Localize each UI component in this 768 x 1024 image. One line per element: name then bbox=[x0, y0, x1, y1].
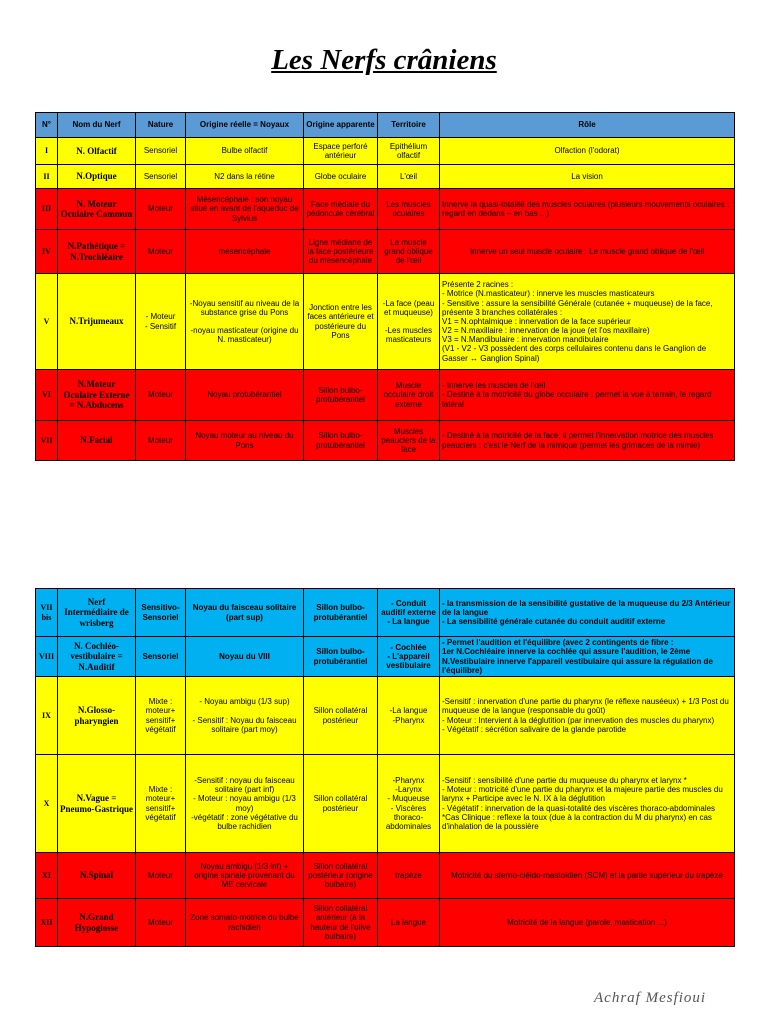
role-line: - Végétatif : innervation de la quasi-totalité des viscères thoraco-abdominales bbox=[442, 803, 716, 813]
nerve-name: N.Optique bbox=[58, 165, 136, 189]
origine-apparente: Sillon collatéral postérieur bbox=[304, 755, 378, 853]
nerve-nature: Sensoriel bbox=[136, 138, 186, 165]
nerve-number: IX bbox=[36, 677, 58, 755]
origine-reelle: Bulbe olfactif bbox=[186, 138, 304, 165]
role-line: -Sensitif : innervation d'une partie du pharynx (le réflexe nauséeux) + 1/3 Post du muqueuse de la langue (responsable du goût) bbox=[442, 697, 729, 716]
nerve-name: N.Moteur Oculaire Externe = N.Abducens bbox=[58, 370, 136, 421]
nerve-name: N. Olfactif bbox=[58, 138, 136, 165]
nerve-number: I bbox=[36, 138, 58, 165]
role-line: - Sensitive : assure la sensibilité Générale (cutanée + muqueuse) de la face, présente 3 branches collatérales : bbox=[442, 298, 713, 317]
role-line: - Permet l'audition et l'équilibre (avec 2 contingents de fibre : bbox=[442, 638, 674, 648]
territoire: - Conduit auditif externe - La langue bbox=[378, 589, 440, 637]
nerve-nature: Moteur bbox=[136, 189, 186, 230]
nerve-number: VI bbox=[36, 370, 58, 421]
territoire: La langue bbox=[378, 899, 440, 947]
origine-reelle: Noyau du VIII bbox=[186, 637, 304, 677]
nerve-nature: Sensoriel bbox=[136, 165, 186, 189]
nerve-name: N.Spinal bbox=[58, 853, 136, 899]
role-line: V2 = N.maxillaire : innervation de la joue (et l'os maxillaire) bbox=[442, 326, 650, 336]
territoire: trapèze bbox=[378, 853, 440, 899]
nerve-number: XI bbox=[36, 853, 58, 899]
role bbox=[440, 138, 735, 165]
origine-apparente: Face médiale du pédoncule cérébral bbox=[304, 189, 378, 230]
nerve-number: III bbox=[36, 189, 58, 230]
origine-apparente: Sillon bulbo-protubérantiel bbox=[304, 637, 378, 677]
origine-reelle: Noyau moteur au niveau du Pons bbox=[186, 421, 304, 461]
origine-apparente: Sillon bulbo-protubérantiel bbox=[304, 370, 378, 421]
nerve-number: V bbox=[36, 274, 58, 370]
role-line: - la transmission de la sensibilité gustative de la muqueuse du 2/3 Antérieur de la langue bbox=[442, 598, 731, 617]
territoire: Muscle occulaire droit externe bbox=[378, 370, 440, 421]
nerve-name: N.Facial bbox=[58, 421, 136, 461]
nerve-name: N.Trijumeaux bbox=[58, 274, 136, 370]
role-line: V1 = N.ophtalmique : innervation de la face supérieur bbox=[442, 316, 631, 326]
origine-reelle: - Noyau ambigu (1/3 sup) - Sensitif : Noyau du faisceau solitaire (part moy) bbox=[186, 677, 304, 755]
table-row bbox=[36, 677, 735, 755]
role-line: Innerve un seul muscle oculaire : Le muscle grand oblique de l'œil bbox=[469, 246, 705, 256]
header-origine-reelle: Origine réelle = Noyaux bbox=[186, 113, 304, 138]
origine-reelle: Mésencéphale : son noyau situé en avant de l'aqueduc de Sylvius bbox=[186, 189, 304, 230]
role bbox=[440, 165, 735, 189]
nerve-number: VII bbox=[36, 421, 58, 461]
nerve-number: XII bbox=[36, 899, 58, 947]
nerve-number: II bbox=[36, 165, 58, 189]
nerve-nature: Mixte : moteur+ sensitif+ végétatif bbox=[136, 677, 186, 755]
header-num: N° bbox=[36, 113, 58, 138]
role-line: 1er N.Cochléaire innerve la cochlée qui assure l'audition, le 2ème N.Vestibulaire innerve l'appareil vestibulaire qui assure la régulation de l'équilibre) bbox=[442, 647, 713, 675]
table-row bbox=[36, 230, 735, 274]
origine-reelle: -Noyau sensitif au niveau de la substance grise du Pons -noyau masticateur (origine du N. masticateur) bbox=[186, 274, 304, 370]
origine-reelle: mésencéphale bbox=[186, 230, 304, 274]
nerve-nature: Sensitivo-Sensoriel bbox=[136, 589, 186, 637]
origine-apparente: Espace perforé antérieur bbox=[304, 138, 378, 165]
role-line: Motricité du sterno-cléido-mastoïdien (SCM) et la partie supérieur du trapèze bbox=[451, 870, 723, 880]
territoire: - Cochlée - L'appareil vestibulaire bbox=[378, 637, 440, 677]
table-header-row bbox=[36, 113, 735, 138]
role-line: V3 = N.Mandibulaire : innervation mandibulaire bbox=[442, 335, 609, 345]
origine-reelle: N2 dans la rétine bbox=[186, 165, 304, 189]
origine-apparente: Sillon collatéral postérieur (origine bulbaire) bbox=[304, 853, 378, 899]
origine-apparente: Sillon collatéral antérieur (à la hauteur de l'olive bulbaire) bbox=[304, 899, 378, 947]
table-row bbox=[36, 138, 735, 165]
nerve-nature: Sensoriel bbox=[136, 637, 186, 677]
role bbox=[440, 899, 735, 947]
origine-apparente: Globe oculaire bbox=[304, 165, 378, 189]
role bbox=[440, 853, 735, 899]
territoire: -Pharynx -Larynx - Muqueuse - Viscères thoraco-abdominales bbox=[378, 755, 440, 853]
table-row bbox=[36, 755, 735, 853]
territoire: L'œil bbox=[378, 165, 440, 189]
nerve-name: N.Vague = Pneumo-Gastrique bbox=[58, 755, 136, 853]
role-line: - Destiné à la motricité du globe occulaire : permet la vue à terrain, le regard latéral bbox=[442, 390, 712, 409]
origine-reelle: Noyau ambigu (1/3 inf) + origine spinale provenant du ME cervicale bbox=[186, 853, 304, 899]
role bbox=[440, 230, 735, 274]
role bbox=[440, 274, 735, 370]
nerve-nature: Moteur bbox=[136, 899, 186, 947]
territoire: -La langue -Pharynx bbox=[378, 677, 440, 755]
cranial-nerves-table-part1 bbox=[35, 112, 735, 461]
role-line: Olfaction (l'odorat) bbox=[554, 146, 620, 156]
role-line: - Moteur : motricité d'une partie du pharynx et la majeure partie des muscles du larynx + Participe avec le N. IX à la déglutition bbox=[442, 785, 723, 804]
table-row bbox=[36, 637, 735, 677]
page-title: Les Nerfs crâniens bbox=[271, 44, 497, 76]
role-line: - La sensibilité générale cutanée du conduit auditif externe bbox=[442, 617, 666, 627]
role-line: - Destiné à la motricité de la face, il permet l'innervation motrice des muscles peauciers : c'est le Nerf de la mimique (permet les grimaces de la mimie) bbox=[442, 431, 714, 450]
origine-apparente: Jonction entre les faces antérieure et postérieure du Pons bbox=[304, 274, 378, 370]
origine-apparente: Ligne médiane de la face postérieure du mésencéphale bbox=[304, 230, 378, 274]
nerve-nature: Mixte : moteur+ sensitif+ végétatif bbox=[136, 755, 186, 853]
origine-apparente: Sillon bulbo-protubérantiel bbox=[304, 421, 378, 461]
role bbox=[440, 189, 735, 230]
role-line: *Cas Clinique : reflexe la toux (due à la contraction du M du pharynx) en cas d'inhalation de la poussière bbox=[442, 812, 712, 831]
origine-apparente: Sillon bulbo-protubérantiel bbox=[304, 589, 378, 637]
role-line: - Moteur : Intervient à la déglutition (par innervation des muscles du pharynx) bbox=[442, 715, 715, 725]
nerve-name: N. Cochléo-vestibulaire = N.Auditif bbox=[58, 637, 136, 677]
role-line: - Innerve les muscles de l'œil bbox=[442, 381, 546, 391]
role bbox=[440, 637, 735, 677]
territoire: -La face (peau et muqueuse) -Les muscles masticateurs bbox=[378, 274, 440, 370]
nerve-name: N.Glosso-pharyngien bbox=[58, 677, 136, 755]
nerve-nature: Moteur bbox=[136, 421, 186, 461]
role bbox=[440, 755, 735, 853]
header-role: Rôle bbox=[440, 113, 735, 138]
role-line: - Végétatif : sécrétion salivaire de la glande parotide bbox=[442, 724, 627, 734]
header-territoire: Territoire bbox=[378, 113, 440, 138]
origine-reelle: -Sensitif : noyau du faisceau solitaire (part inf) - Moteur : noyau ambigu (1/3 moy) -végétatif : zone végétative du bulbe rachidien bbox=[186, 755, 304, 853]
header-nom: Nom du Nerf bbox=[58, 113, 136, 138]
role-line: Présente 2 racines : bbox=[442, 280, 514, 290]
nerve-name: N. Moteur Oculaire Commun bbox=[58, 189, 136, 230]
author-signature: Achraf Mesfioui bbox=[594, 990, 707, 1006]
nerve-name: Nerf Intermédiaire de wrisberg bbox=[58, 589, 136, 637]
role-line: - Motrice (N.masticateur) : innerve les muscles masticateurs bbox=[442, 289, 655, 299]
nerve-nature: Moteur bbox=[136, 370, 186, 421]
role-line: -Sensitif : sensibilité d'une partie du muqueuse du pharynx et larynx * bbox=[442, 775, 687, 785]
role bbox=[440, 421, 735, 461]
table-row bbox=[36, 589, 735, 637]
header-origine-apparente: Origine apparente bbox=[304, 113, 378, 138]
nerve-nature: - Moteur - Sensitif bbox=[136, 274, 186, 370]
nerve-number: X bbox=[36, 755, 58, 853]
role-line: Innerve la quasi-totalité des muscles oculaires (plusieurs mouvements oculaires : regard en dedans – en bas ...) bbox=[442, 199, 730, 218]
table-row bbox=[36, 370, 735, 421]
origine-apparente: Sillon collatéral postérieur bbox=[304, 677, 378, 755]
nerve-name: N.Grand Hypoglosse bbox=[58, 899, 136, 947]
origine-reelle: Zone somato-motrice du bulbe rachidien bbox=[186, 899, 304, 947]
role-line: Motricité de la langue (parole, mastication ...) bbox=[507, 917, 667, 927]
cranial-nerves-table-part2 bbox=[35, 588, 735, 947]
nerve-number: VII bis bbox=[36, 589, 58, 637]
table-row bbox=[36, 899, 735, 947]
territoire: Muscles peauciers de la face bbox=[378, 421, 440, 461]
territoire: Epithélium olfactif bbox=[378, 138, 440, 165]
territoire: Le muscle grand oblique de l'œil bbox=[378, 230, 440, 274]
origine-reelle: Noyau protubérantiel bbox=[186, 370, 304, 421]
role-line: (V1 - V2 - V3 possèdent des corps cellulaires contenu dans le Ganglion de Gasser ↔ Ganglion Spinal) bbox=[442, 344, 707, 363]
origine-reelle: Noyau du faisceau solitaire (part sup) bbox=[186, 589, 304, 637]
table-row bbox=[36, 853, 735, 899]
table-row bbox=[36, 189, 735, 230]
header-nature: Nature bbox=[136, 113, 186, 138]
role bbox=[440, 589, 735, 637]
nerve-number: IV bbox=[36, 230, 58, 274]
role-line: La vision bbox=[571, 171, 603, 181]
nerve-nature: Moteur bbox=[136, 230, 186, 274]
nerve-number: VIII bbox=[36, 637, 58, 677]
role bbox=[440, 370, 735, 421]
territoire: Les muscles oculaires bbox=[378, 189, 440, 230]
table-row bbox=[36, 165, 735, 189]
table-row bbox=[36, 421, 735, 461]
role bbox=[440, 677, 735, 755]
table-row bbox=[36, 274, 735, 370]
nerve-name: N.Pathétique = N.Trochléaire bbox=[58, 230, 136, 274]
nerve-nature: Moteur bbox=[136, 853, 186, 899]
